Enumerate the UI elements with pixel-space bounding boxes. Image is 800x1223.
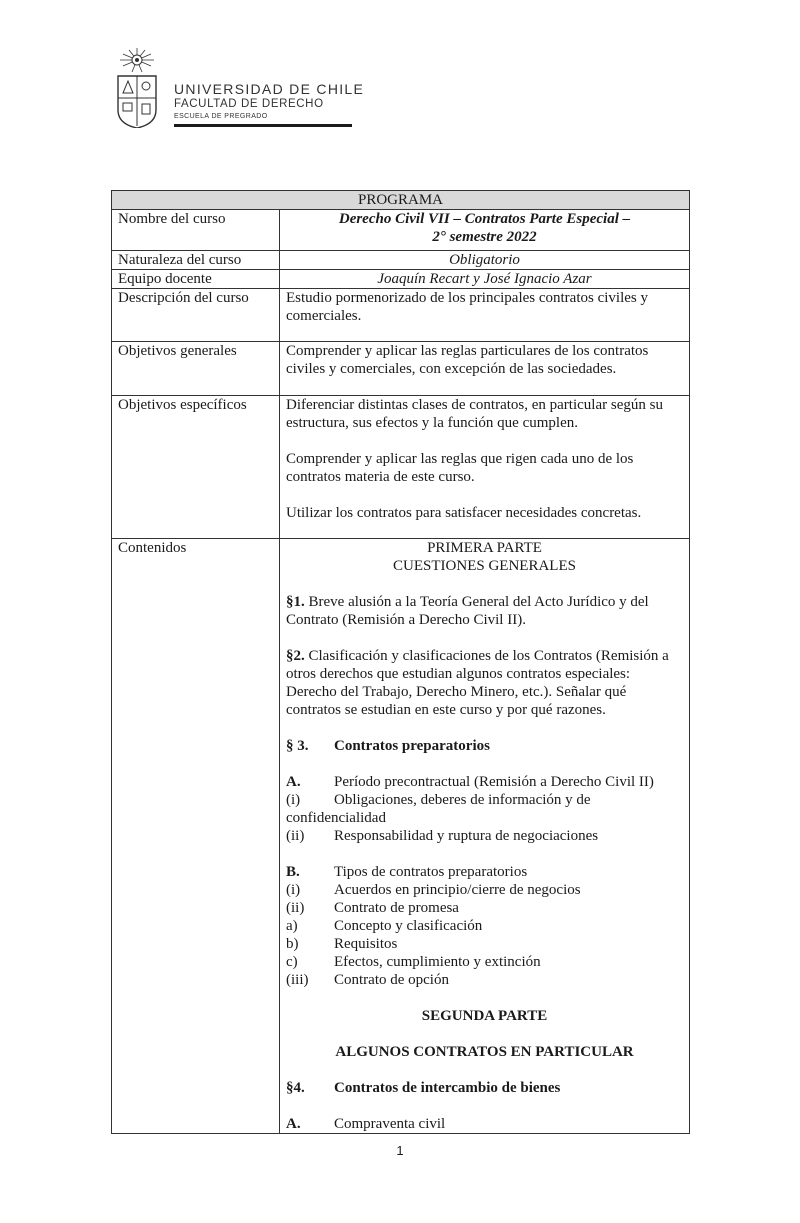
item-label: a) — [286, 918, 298, 934]
section-3-heading — [286, 737, 683, 755]
table-row — [112, 270, 690, 289]
item-text: Contrato de opción — [334, 972, 449, 988]
list-item — [286, 773, 683, 791]
section-3-title: Contratos preparatorios — [334, 738, 490, 754]
university-name: UNIVERSIDAD DE CHILE — [174, 81, 365, 97]
section-1 — [286, 593, 683, 629]
part2-title: SEGUNDA PARTE — [421, 1008, 548, 1024]
item-label: (iii) — [286, 972, 309, 988]
item-label: (i) — [286, 792, 301, 808]
list-item — [286, 863, 683, 881]
table-row — [112, 289, 690, 342]
list-item — [286, 899, 683, 917]
list-item — [286, 1115, 683, 1133]
contents-value — [280, 539, 690, 1134]
university-seal-icon — [112, 48, 162, 128]
item-label: A. — [286, 1116, 301, 1132]
list-item — [286, 917, 683, 935]
item-label: (ii) — [286, 828, 305, 844]
list-item — [286, 935, 683, 953]
item-text: Contrato de promesa — [334, 900, 459, 916]
item-label: (i) — [286, 882, 301, 898]
section-1-text: Breve alusión a la Teoría General del Acto Jurídico y del Contrato (Remisión a Derecho Civil II). — [286, 594, 649, 628]
table-row — [112, 251, 690, 270]
part2-subtitle: ALGUNOS CONTRATOS EN PARTICULAR — [335, 1044, 634, 1060]
contents-label: Contenidos — [112, 539, 280, 1134]
list-item — [286, 881, 683, 899]
general-objectives-value: Comprender y aplicar las reglas particulares de los contratos civiles y comerciales, con excepción de las sociedades. — [280, 342, 690, 396]
table-row — [112, 396, 690, 539]
course-name-line1: Derecho Civil VII – Contratos Parte Especial – — [338, 211, 631, 227]
table-row — [112, 210, 690, 251]
specific-objective: Diferenciar distintas clases de contratos, en particular según su estructura, sus efectos y la función que cumplen. — [286, 397, 663, 431]
logo-underline — [174, 124, 352, 127]
section-4-number: §4. — [286, 1080, 305, 1096]
item-label: A. — [286, 774, 301, 790]
section-2-text: Clasificación y clasificaciones de los Contratos (Remisión a otros derechos que estudian algunos contratos especiales: Derecho del Trabajo, Derecho Minero, etc.). Señalar qué contratos se estudian en este curso y por qué razones. — [286, 648, 669, 718]
course-name-value — [280, 210, 690, 251]
nature-value: Obligatorio — [280, 251, 690, 270]
item-text: Compraventa civil — [334, 1116, 446, 1132]
description-label: Descripción del curso — [112, 289, 280, 342]
item-label: c) — [286, 954, 298, 970]
list-item — [286, 953, 683, 971]
faculty-name: FACULTAD DE DERECHO — [174, 98, 324, 110]
item-text: Período precontractual (Remisión a Derecho Civil II) — [334, 774, 654, 790]
item-text: Efectos, cumplimiento y extinción — [334, 954, 541, 970]
part1-subtitle: CUESTIONES GENERALES — [393, 558, 576, 574]
table-row — [112, 539, 690, 1134]
page-number: 1 — [396, 1143, 404, 1158]
table-heading: PROGRAMA — [112, 191, 690, 210]
section-1-number: §1. — [286, 594, 305, 610]
section-3-number: § 3. — [286, 738, 309, 754]
list-item — [286, 791, 683, 809]
specific-objectives-label: Objetivos específicos — [112, 396, 280, 539]
team-value: Joaquín Recart y José Ignacio Azar — [280, 270, 690, 289]
table-row — [112, 342, 690, 396]
specific-objectives-value — [280, 396, 690, 539]
item-label: b) — [286, 936, 299, 952]
section-4-heading — [286, 1079, 683, 1097]
specific-objective: Utilizar los contratos para satisfacer necesidades concretas. — [286, 505, 642, 521]
part1-title: PRIMERA PARTE — [427, 540, 542, 556]
general-objectives-label: Objetivos generales — [112, 342, 280, 396]
team-label: Equipo docente — [112, 270, 280, 289]
section-4-title: Contratos de intercambio de bienes — [334, 1080, 561, 1096]
item-text: Requisitos — [334, 936, 398, 952]
university-logo — [112, 48, 365, 130]
item-text: Obligaciones, deberes de información y de — [334, 792, 591, 808]
course-name-line2: 2° semestre 2022 — [432, 229, 537, 245]
section-2 — [286, 647, 683, 719]
item-text: Concepto y clasificación — [334, 918, 483, 934]
section-2-number: §2. — [286, 648, 305, 664]
item-text: Tipos de contratos preparatorios — [334, 864, 528, 880]
program-table — [111, 190, 690, 1134]
course-name-label: Nombre del curso — [112, 210, 280, 251]
description-value: Estudio pormenorizado de los principales contratos civiles y comerciales. — [280, 289, 690, 342]
specific-objective: Comprender y aplicar las reglas que rigen cada uno de los contratos materia de este curso. — [286, 451, 634, 485]
list-item — [286, 827, 683, 845]
list-item — [286, 971, 683, 989]
item-text: Acuerdos en principio/cierre de negocios — [334, 882, 581, 898]
item-text-continued: confidencialidad — [286, 810, 386, 826]
school-name: ESCUELA DE PREGRADO — [174, 113, 268, 120]
nature-label: Naturaleza del curso — [112, 251, 280, 270]
item-label: B. — [286, 864, 300, 880]
item-label: (ii) — [286, 900, 305, 916]
item-text: Responsabilidad y ruptura de negociaciones — [334, 828, 599, 844]
